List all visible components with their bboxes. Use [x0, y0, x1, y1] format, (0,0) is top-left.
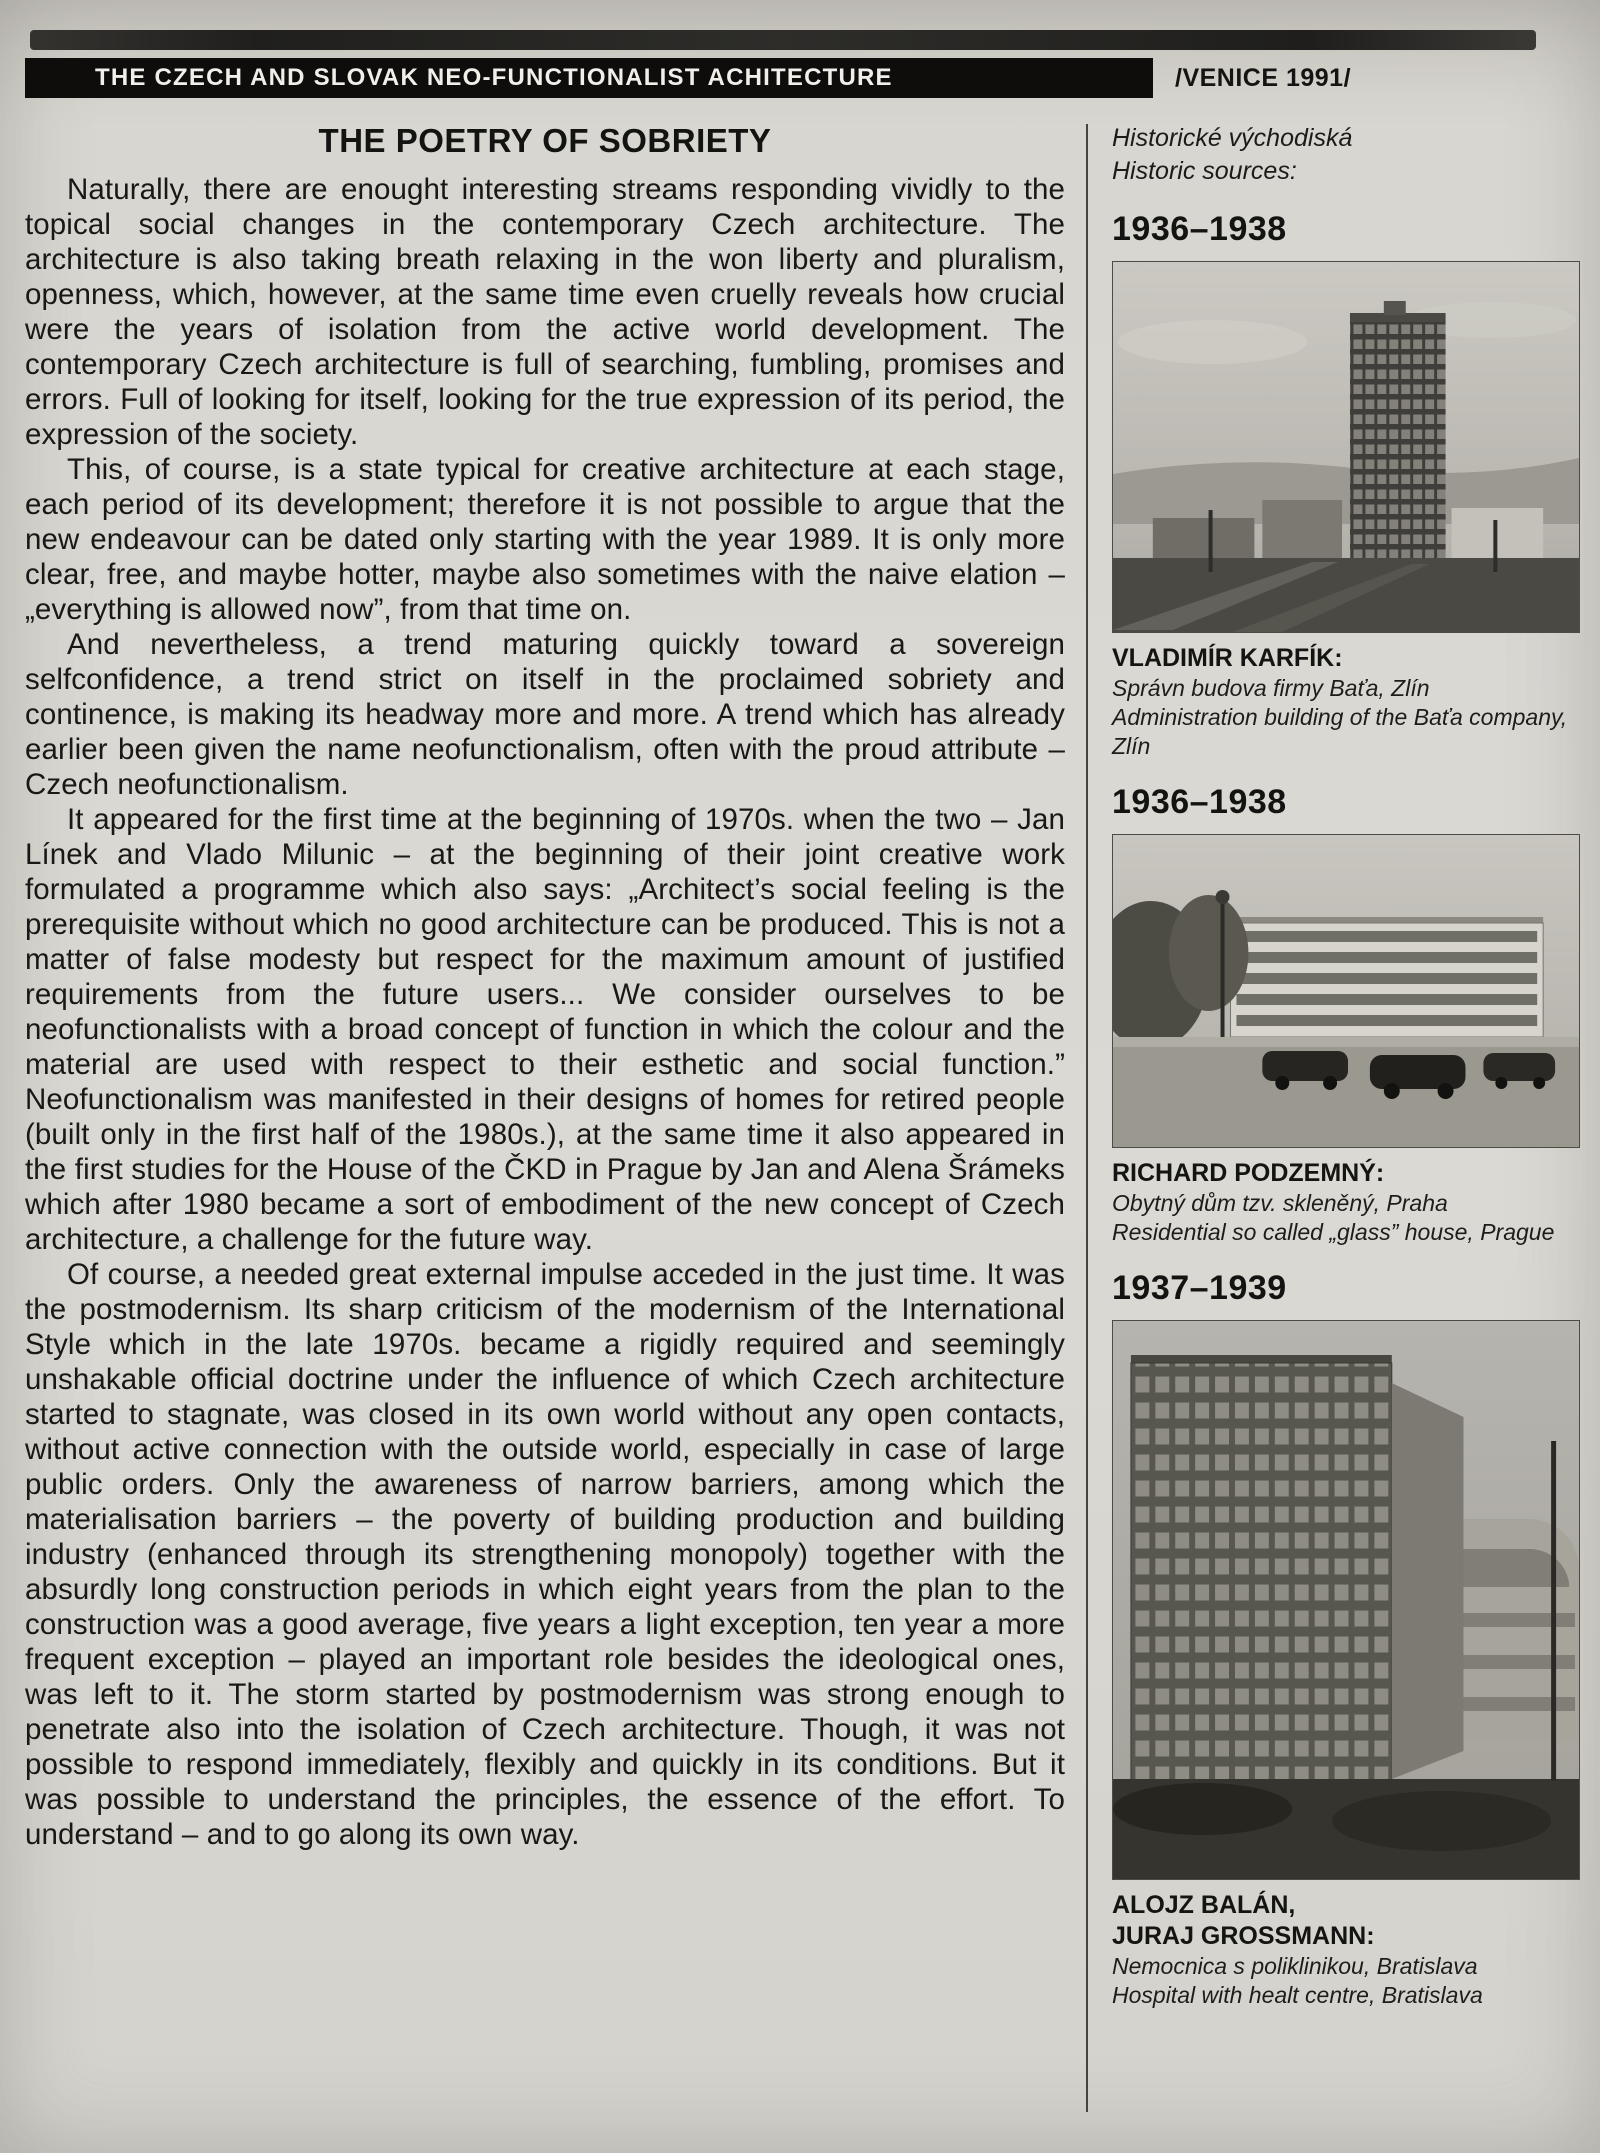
article-title: THE POETRY OF SOBRIETY [318, 122, 772, 159]
bata-tower-illustration [1113, 262, 1579, 632]
photo-caption-1-czech: Správn budova firmy Baťa, Zlín [1112, 675, 1430, 701]
column-divider [1086, 124, 1088, 2112]
photo-caption-3-english: Hospital with healt centre, Bratislava [1112, 1982, 1483, 2008]
years-heading-3: 1937–1939 [1112, 1269, 1287, 1307]
architect-name-3a: ALOJZ BALÁN, [1112, 1891, 1296, 1919]
photo-glass-house-prague [1112, 834, 1580, 1148]
years-heading-1: 1936–1938 [1112, 210, 1287, 248]
photo-caption-2-czech: Obytný dům tzv. skleněný, Praha [1112, 1190, 1448, 1216]
photo-bata-administration-building [1112, 261, 1580, 633]
glass-house-illustration [1113, 835, 1579, 1147]
article-paragraph-2: This, of course, is a state typical for creative architecture at each stage, each period of its development; therefore it is not possible to argue that the new endeavour can be dated only starting with the year 1989. It is only more clear, free, and maybe hotter, maybe also sometimes with the naive elation – „everything is allowed now”, from that time on. [25, 453, 1065, 626]
article-paragraph-4: It appeared for the first time at the beginning of 1970s. when the two – Jan Línek and Vlado Milunic – at the beginning of their joint creative work formulated a programme which also says: „Architect’s social feeling is the prerequisite without which no good architecture can be produced. This is not a matter of false modesty but respect for the maximum amount of justified requirements from the future users... We consider ourselves to be neofunctionalists with a broad concept of function in which the colour and the material are used with respect to their esthetic and social function.” Neofunctionalism was manifested in their designs of homes for retired people (built only in the first half of the 1980s.), at the same time it also appeared in the first studies for the House of the ČKD in Prague by Jan and Alena Šrámeks which after 1980 became a sort of embodiment of the new concept of Czech architecture, a challenge for the future way. [25, 803, 1065, 1256]
photo-caption-1-english: Administration building of the Baťa company, [1112, 704, 1568, 730]
article-column [25, 122, 1065, 1852]
sidebar-column [1112, 122, 1580, 2030]
venue-label: /VENICE 1991/ [1175, 63, 1352, 92]
hospital-illustration [1113, 1321, 1579, 1879]
photo-caption-2-english: Residential so called „glass” house, Prague [1112, 1219, 1555, 1245]
photo-caption-3-czech: Nemocnica s poliklinikou, Bratislava [1112, 1953, 1478, 1979]
years-heading-2: 1936–1938 [1112, 783, 1287, 821]
architect-name-2: RICHARD PODZEMNÝ: [1112, 1159, 1385, 1187]
article-paragraph-3: And nevertheless, a trend maturing quickly toward a sovereign selfconfidence, a trend strict on itself in the proclaimed sobriety and continence, is making its headway more and more. A trend which has already earlier been given the name neofunctionalism, often with the proud attribute – Czech neofunctionalism. [25, 628, 1065, 801]
article-paragraph-5: Of course, a needed great external impulse acceded in the just time. It was the postmodernism. Its sharp criticism of the modernism of the International Style which in the late 1970s. became a rigidly required and seemingly unshakable official doctrine under the influence of which Czech architecture started to stagnate, was closed in its own world without any open contacts, without active connection with the outside world, especially in case of large public orders. Only the awareness of narrow barriers, among which the materialisation barriers – the poverty of building production and building industry (enhanced through its strengthening monopoly) together with the absurdly long construction periods in which eight years from the plan to the construction was a good average, five years a light exception, ten year a more frequent exception – played an important role besides the ideological ones, was left to it. The storm started by postmodernism was strong enough to penetrate also into the isolation of Czech architecture. Though, it was not possible to respond immediately, flexibly and quickly in its conditions. But it was possible to understand the principles, the essence of the effort. To understand – and to go along its own way. [25, 1258, 1065, 1851]
sidebar-intro-czech: Historické východiská [1112, 124, 1353, 152]
architect-name-1: VLADIMÍR KARFÍK: [1112, 644, 1343, 672]
sidebar-entry-glass-house [1112, 783, 1580, 1247]
sidebar-intro-english: Historic sources: [1112, 157, 1297, 185]
scan-edge-artifact [30, 30, 1536, 50]
photo-hospital-bratislava [1112, 1320, 1580, 1880]
sidebar-entry-hospital [1112, 1269, 1580, 2010]
article-paragraph-1: Naturally, there are enought interesting streams responding vividly to the topical social changes in the contemporary Czech architecture. The architecture is also taking breath relaxing in the won liberty and pluralism, openness, which, however, at the same time even cruelly reveals how crucial were the years of isolation from the active world development. The contemporary Czech architecture is full of searching, fumbling, promises and errors. Full of looking for itself, looking for the true expression of its period, the expression of the society. [25, 173, 1065, 451]
photo-caption-1-english-2: Zlín [1112, 733, 1151, 759]
page-header [25, 58, 1580, 98]
sidebar-entry-bata [1112, 210, 1580, 761]
header-title: THE CZECH AND SLOVAK NEO-FUNCTIONALIST ACHITECTURE [95, 64, 893, 91]
sidebar-intro [1112, 122, 1580, 188]
architect-name-3b: JURAJ GROSSMANN: [1112, 1922, 1375, 1950]
header-bar [25, 58, 1153, 98]
